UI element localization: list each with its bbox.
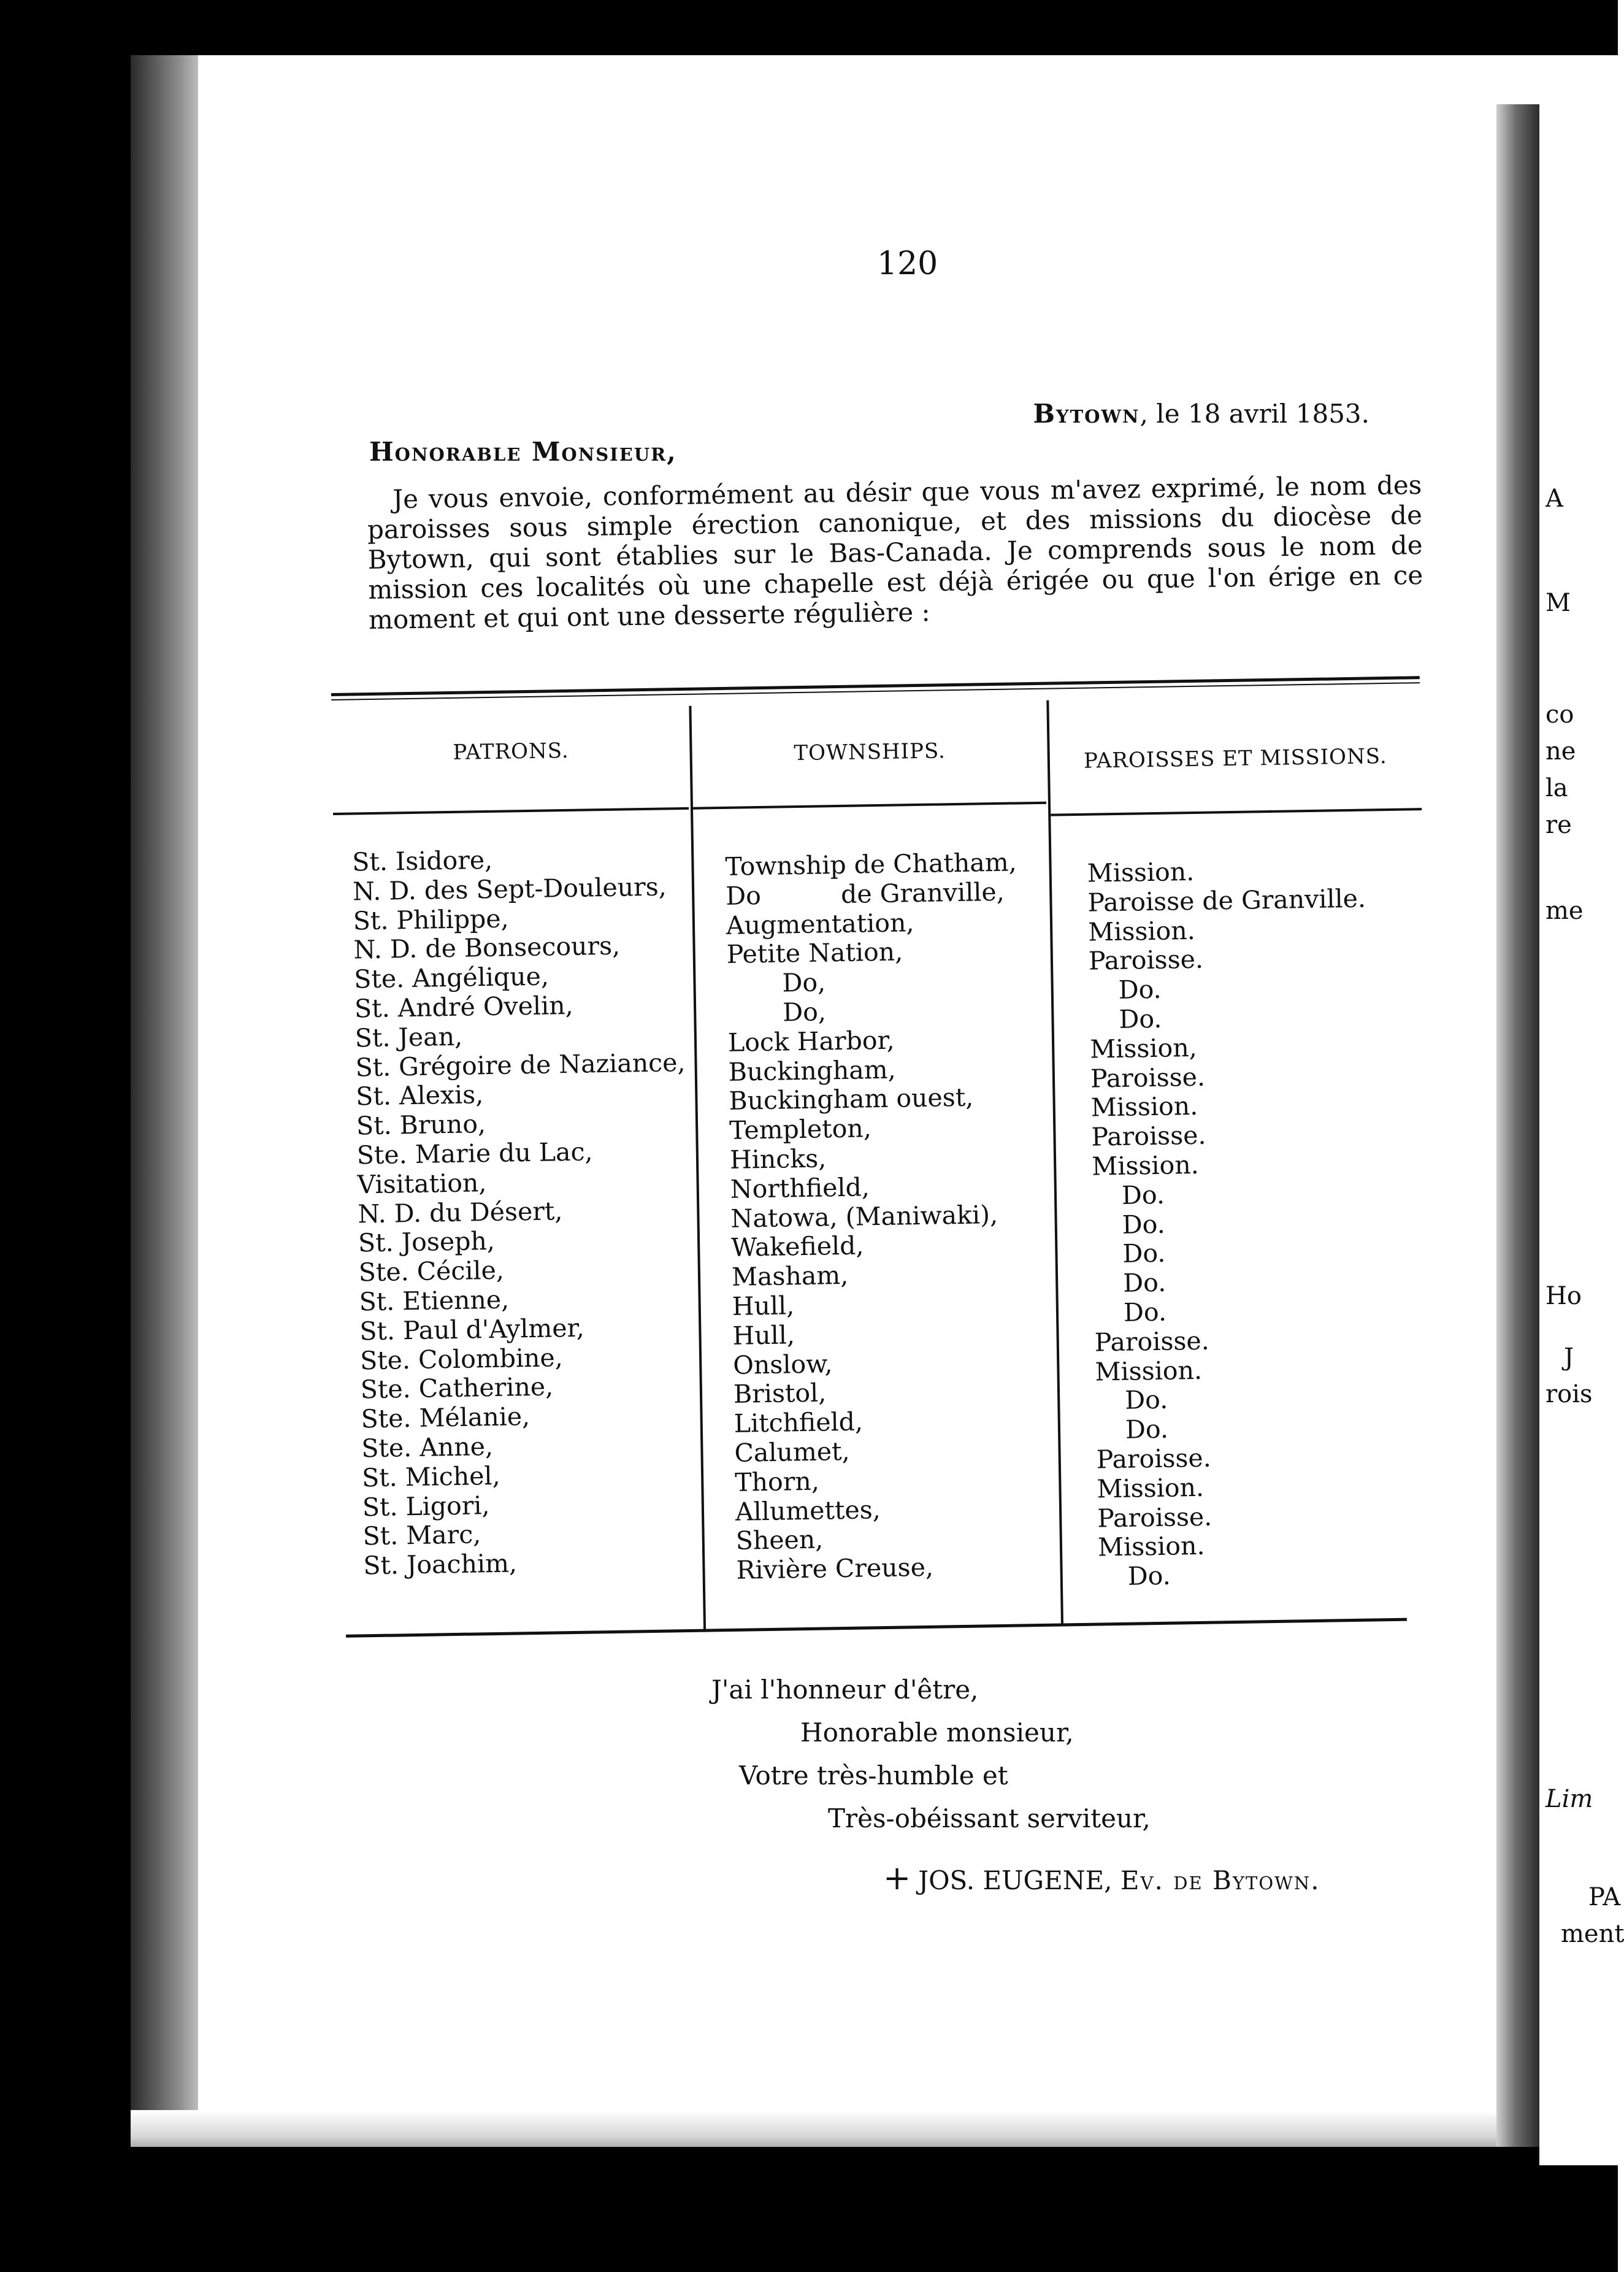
township-cell: Natowa, (Maniwaki), — [730, 1199, 998, 1234]
salutation: Honorable Monsieur, — [369, 437, 677, 467]
patron-cell: St. Bruno, — [356, 1109, 486, 1141]
closing-line: Votre très-humble et — [739, 1760, 1008, 1790]
patron-cell: Ste. Colombine, — [359, 1342, 564, 1375]
patron-cell: St. André Ovelin, — [354, 990, 573, 1024]
dateline-date: le 18 avril 1853. — [1156, 399, 1369, 429]
patron-cell: Ste. Mélanie, — [361, 1402, 530, 1434]
township-cell: Buckingham, — [728, 1054, 896, 1087]
township-cell: Calumet, — [734, 1436, 850, 1468]
mission-cell: Paroisse. — [1090, 1062, 1206, 1094]
episcopal-cross: + — [883, 1859, 911, 1897]
scan-border-left — [0, 0, 131, 2272]
mission-cell: Mission. — [1087, 915, 1196, 947]
column-header-townships: TOWNSHIPS. — [794, 739, 946, 766]
township-cell: Allumettes, — [735, 1494, 881, 1527]
township-cell: Buckingham ouest, — [729, 1083, 974, 1116]
township-cell: Do, — [782, 967, 826, 998]
facing-page-text: ment — [1561, 1920, 1624, 1948]
header-underline-townships — [693, 802, 1046, 810]
signature-title: Ev. de Bytown. — [1120, 1865, 1320, 1895]
township-cell: Hull, — [732, 1320, 795, 1351]
patron-cell: Ste. Catherine, — [360, 1372, 554, 1405]
missions-column — [1087, 855, 1376, 1592]
township-cell: Do de Granville, — [725, 877, 1005, 911]
patrons-column — [352, 843, 694, 1581]
mission-cell: Paroisse. — [1088, 945, 1204, 977]
signature — [883, 1859, 1320, 1897]
township-cell: Hull, — [732, 1291, 795, 1321]
mission-cell: Do. — [1122, 1267, 1166, 1298]
facing-page-text: PA — [1588, 1883, 1621, 1911]
township-cell: Petite Nation, — [726, 937, 903, 970]
dateline — [1033, 399, 1369, 429]
signature-name: JOS. EUGENE, — [918, 1865, 1113, 1895]
facing-page-text: M — [1545, 589, 1571, 617]
facing-page-text: re — [1545, 811, 1572, 839]
facing-page-text: ne — [1545, 737, 1576, 766]
mission-cell: Paroisse de Granville. — [1087, 883, 1366, 918]
dateline-comma: , — [1139, 399, 1157, 429]
mission-cell: Mission. — [1091, 1149, 1200, 1181]
parish-table — [331, 676, 1438, 1656]
patron-cell: N. D. de Bonsecours, — [353, 931, 621, 965]
closing-line: Très-obéissant serviteur, — [828, 1803, 1151, 1833]
column-header-patrons: PATRONS. — [453, 738, 569, 765]
mission-cell: Do. — [1127, 1560, 1171, 1591]
mission-cell: Mission. — [1087, 856, 1195, 888]
township-cell: Do, — [782, 997, 827, 1027]
township-cell: Hincks, — [729, 1143, 827, 1175]
mission-cell: Mission. — [1097, 1531, 1205, 1562]
township-cell: Lock Harbor, — [727, 1025, 895, 1057]
mission-cell: Mission, — [1089, 1032, 1198, 1064]
mission-cell: Paroisse. — [1091, 1120, 1206, 1152]
mission-cell: Do. — [1123, 1297, 1167, 1327]
facing-page-fragment — [1539, 92, 1624, 2165]
facing-page-text: rois — [1545, 1380, 1593, 1408]
patron-cell: St. Etienne, — [359, 1284, 510, 1317]
mission-cell: Paroisse. — [1097, 1502, 1212, 1533]
township-cell: Masham, — [731, 1261, 849, 1292]
book-gutter-right — [1496, 104, 1539, 2147]
mission-cell: Do. — [1122, 1209, 1166, 1240]
patron-cell: N. D. des Sept-Douleurs, — [352, 872, 667, 907]
facing-page-text: me — [1545, 897, 1584, 925]
mission-cell: Do. — [1124, 1385, 1168, 1416]
patron-cell: Ste. Marie du Lac, — [356, 1137, 593, 1170]
mission-cell: Mission. — [1097, 1472, 1205, 1504]
scan-border-bottom — [0, 2147, 1618, 2272]
mission-cell: Paroisse. — [1096, 1443, 1212, 1475]
patron-cell: St. Paul d'Aylmer, — [359, 1313, 585, 1346]
facing-page-text: A — [1545, 485, 1563, 513]
patron-cell: St. Alexis, — [355, 1080, 484, 1111]
mission-cell: Do. — [1121, 1180, 1165, 1210]
township-cell: Templeton, — [729, 1113, 872, 1146]
township-cell: Township de Chatham, — [725, 847, 1017, 881]
mission-cell: Do. — [1122, 1238, 1166, 1269]
township-cell: Litchfield, — [733, 1407, 864, 1438]
township-cell: Wakefield, — [730, 1230, 864, 1263]
patron-cell: St. Marc, — [362, 1519, 481, 1551]
patron-cell: St. Joseph, — [358, 1226, 496, 1258]
table-bottom-rule — [346, 1618, 1407, 1638]
header-underline-missions — [1051, 808, 1422, 816]
facing-page-text: co — [1545, 700, 1574, 729]
mission-cell: Do. — [1125, 1414, 1169, 1445]
closing-line: Honorable monsieur, — [800, 1717, 1074, 1748]
patron-cell: Ste. Angélique, — [353, 961, 550, 994]
dateline-place: Bytown — [1033, 399, 1140, 429]
mission-cell: Mission. — [1090, 1091, 1198, 1123]
facing-page-text: la — [1545, 774, 1568, 802]
scan-border-top — [0, 0, 1618, 55]
patron-cell: N. D. du Désert, — [357, 1195, 563, 1229]
header-underline-patrons — [333, 807, 689, 815]
patron-cell: Visitation, — [357, 1167, 487, 1200]
township-cell: Augmentation, — [726, 907, 914, 940]
closing-line: J'ai l'honneur d'être, — [711, 1675, 979, 1705]
patron-cell: Ste. Anne, — [361, 1431, 494, 1464]
facing-page-text: Lim — [1545, 1785, 1593, 1813]
patron-cell: St. Isidore, — [351, 845, 493, 877]
mission-cell: Do. — [1118, 974, 1162, 1005]
patron-cell: St. Philippe, — [353, 904, 509, 936]
mission-cell: Mission. — [1095, 1355, 1203, 1387]
townships-column — [725, 848, 1028, 1585]
intro-paragraph: Je vous envoie, conformément au désir que vous m'avez exprimé, le nom des paroisses sous simple érection canonique, et des missions du diocèse de Bytown, qui sont établies sur le Bas-Canada. Je comprends sous le nom de mission ces localités où une chapelle est déjà érigée ou que l'on érige en ce moment et qui ont une desserte régulière : — [367, 469, 1423, 635]
patron-cell: St. Michel, — [361, 1460, 500, 1493]
patron-cell: Ste. Cécile, — [358, 1255, 505, 1288]
patron-cell: St. Jean, — [354, 1021, 463, 1053]
column-header-missions: PAROISSES ET MISSIONS. — [1083, 743, 1387, 773]
page-number: 120 — [877, 245, 938, 282]
township-cell: Thorn, — [734, 1466, 820, 1497]
township-cell: Northfield, — [730, 1172, 870, 1204]
book-page-edges-left — [131, 55, 198, 2144]
township-cell: Bristol, — [733, 1378, 827, 1410]
mission-cell: Do. — [1119, 1004, 1162, 1034]
patron-cell: St. Joachim, — [362, 1548, 518, 1581]
mission-cell: Paroisse. — [1094, 1326, 1210, 1357]
facing-page-text: Ho — [1545, 1282, 1582, 1310]
township-cell: Onslow, — [732, 1348, 833, 1380]
township-cell: Rivière Creuse, — [736, 1552, 934, 1585]
township-cell: Sheen, — [735, 1524, 824, 1556]
column-divider — [1046, 700, 1063, 1627]
facing-page-text: J — [1564, 1343, 1574, 1372]
patron-cell: St. Ligori, — [362, 1490, 490, 1522]
patron-cell: St. Grégoire de Naziance, — [355, 1047, 686, 1083]
